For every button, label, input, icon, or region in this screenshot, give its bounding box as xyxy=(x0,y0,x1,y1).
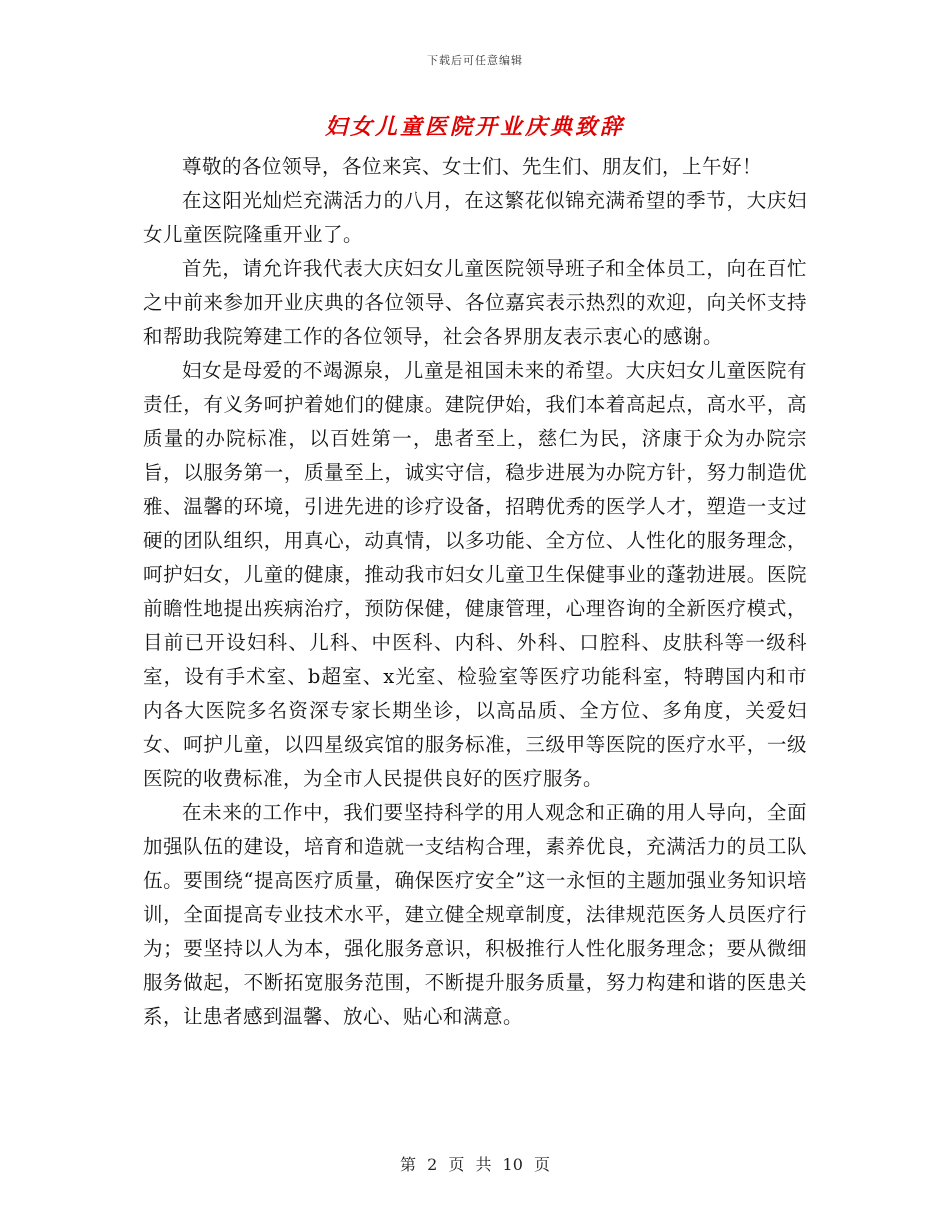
page-header-note: 下载后可任意编辑 xyxy=(427,54,523,67)
paragraph-thanks: 首先，请允许我代表大庆妇女儿童医院领导班子和全体员工，向在百忙之中前来参加开业庆典的各位领导、各位嘉宾表示热烈的欢迎，向关怀支持和帮助我院筹建工作的各位领导，社会各界朋友表示衷心的感谢。 xyxy=(143,257,807,348)
paragraph-mission: 妇女是母爱的不竭源泉，儿童是祖国未来的希望。大庆妇女儿童医院有责任，有义务呵护着她们的健康。建院伊始，我们本着高起点，高水平，高质量的办院标准，以百姓第一，患者至上，慈仁为民，济康于众为办院宗旨，以服务第一，质量至上，诚实守信，稳步进展为办院方针，努力制造优雅、温馨的环境，引进先进的诊疗设备，招聘优秀的医学人才，塑造一支过硬的团队组织，用真心，动真情，以多功能、全方位、人性化的服务理念，呵护妇女，儿童的健康，推动我市妇女儿童卫生保健事业的蓬勃进展。医院前瞻性地提出疾病治疗，预防保健，健康管理，心理咨询的全新医疗模式，目前已开设妇科、儿科、中医科、内科、外科、口腔科、皮肤科等一级科室，设有手术室、b超室、x光室、检验室等医疗功能科室，特聘国内和市内各大医院多名资深专家长期坐诊，以高品质、全方位、多角度，关爱妇女、呵护儿童，以四星级宾馆的服务标准，三级甲等医院的医疗水平，一级医院的收费标准，为全市人民提供良好的医疗服务。 xyxy=(143,359,807,790)
paragraph-future: 在未来的工作中，我们要坚持科学的用人观念和正确的用人导向，全面加强队伍的建设，培育和造就一支结构合理，素养优良，充满活力的员工队伍。要围绕“提高医疗质量，确保医疗安全”这一永恒的主题加强业务知识培训，全面提高专业技术水平，建立健全规章制度，法律规范医务人员医疗行为；要坚持以人为本，强化服务意识，积极推行人性化服务理念；要从微细服务做起，不断拓宽服务范围，不断提升服务质量，努力构建和谐的医患关系，让患者感到温馨、放心、贴心和满意。 xyxy=(143,801,807,1028)
paragraph-opening: 在这阳光灿烂充满活力的八月，在这繁花似锦充满希望的季节，大庆妇女儿童医院隆重开业了。 xyxy=(143,189,807,246)
document-title: 妇女儿童医院开业庆典致辞 xyxy=(324,114,625,140)
document-body xyxy=(143,150,807,1034)
page-number: 第 2 页 共 10 页 xyxy=(400,1155,550,1174)
paragraph-greeting: 尊敬的各位领导，各位来宾、女士们、先生们、朋友们，上午好！ xyxy=(182,155,763,178)
